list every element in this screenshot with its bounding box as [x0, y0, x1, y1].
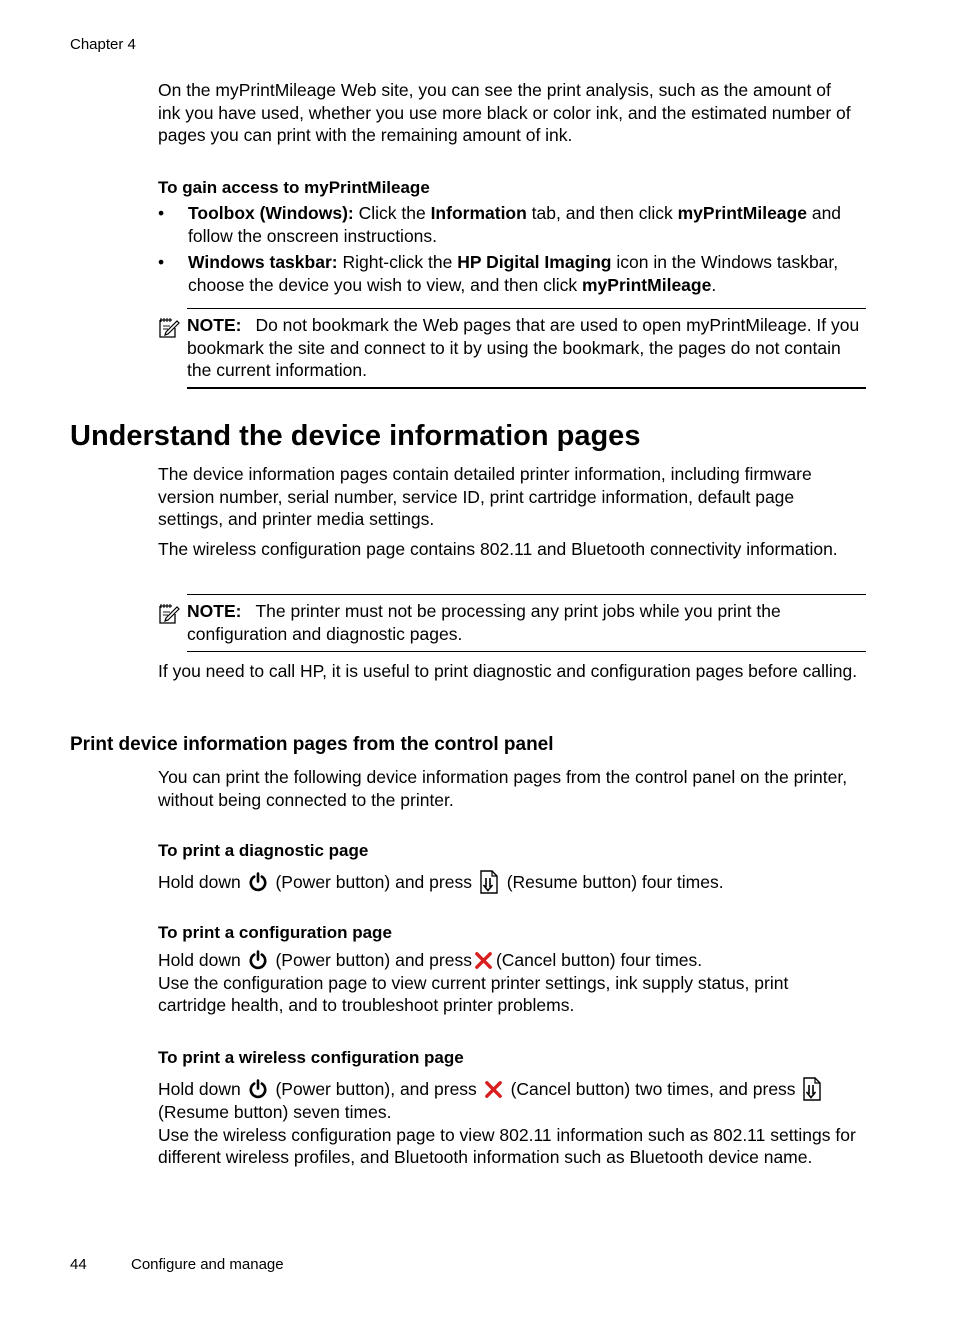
subsection-intro-paragraph: [158, 766, 858, 811]
call-hp-text: If you need to call HP, it is useful to print diagnostic and configuration pages before calling.: [158, 661, 858, 681]
instruction-text: (Power button) and press: [275, 950, 472, 970]
bullet-marker: •: [158, 252, 165, 272]
power-icon: [248, 872, 268, 892]
bullet-bold-hp-digital-imaging: HP Digital Imaging: [457, 252, 612, 272]
diagnostic-instructions: [158, 870, 858, 894]
bullet-text: Right-click the: [337, 252, 458, 272]
instruction-text: (Cancel button) two times, and press: [510, 1079, 796, 1099]
intro-paragraph: [158, 79, 858, 147]
power-icon: [248, 950, 268, 970]
note-body: [187, 314, 866, 382]
chapter-label: Chapter 4: [70, 36, 136, 53]
subsection-title: Print device information pages from the control panel: [70, 734, 554, 755]
wireless-description: Use the wireless configuration page to view 802.11 information such as 802.11 settings for different wireless profiles, and Bluetooth information such as Bluetooth device name.: [158, 1124, 856, 1167]
bullet-text: and follow the onscreen instructions.: [188, 203, 842, 246]
page-number: 44: [70, 1256, 87, 1273]
note-label: NOTE:: [187, 601, 242, 621]
resume-icon: [479, 870, 499, 894]
instruction-text: (Cancel button) four times.: [495, 950, 703, 970]
bullet-label-taskbar: Windows taskbar:: [188, 252, 338, 272]
note-icon: [158, 317, 180, 339]
bullet-taskbar: [158, 251, 863, 296]
cancel-icon: [474, 951, 493, 970]
bullet-marker: •: [158, 203, 165, 223]
section-text-2: The wireless configuration page contains 802.11 and Bluetooth connectivity information.: [158, 539, 838, 559]
call-hp-paragraph: [158, 660, 858, 683]
note-bottom-rule: [187, 651, 866, 652]
instruction-text: Hold down: [158, 1079, 241, 1099]
configuration-description: Use the configuration page to view current printer settings, ink supply status, print cartridge health, and to troubleshoot printer problems.: [158, 972, 789, 1015]
note-text: Do not bookmark the Web pages that are used to open myPrintMileage. If you bookmark the site and connect to it by using the bookmark, the pages do not contain the current information.: [187, 315, 860, 380]
instruction-text: (Power button) and press: [275, 872, 472, 892]
bullet-bold-myprintmileage: myPrintMileage: [677, 203, 807, 223]
wireless-heading: To print a wireless configuration page: [158, 1048, 464, 1067]
note-box-bookmark: [158, 308, 866, 390]
note-label: NOTE:: [187, 315, 242, 335]
diagnostic-heading: To print a diagnostic page: [158, 841, 369, 860]
bullet-text: tab, and then click: [526, 203, 678, 223]
instruction-text: Hold down: [158, 950, 241, 970]
section-text-1: The device information pages contain detailed printer information, including firmware version number, serial number, service ID, print cartridge information, default page settings, and printer media settings.: [158, 464, 812, 529]
access-bullet-list: [158, 202, 863, 300]
subsection-intro-text: You can print the following device information pages from the control panel on the printer, without being connected to the printer.: [158, 767, 848, 810]
cancel-icon: [484, 1080, 503, 1099]
bullet-bold-information: Information: [430, 203, 527, 223]
note-icon: [158, 603, 180, 625]
bullet-bold-myprintmileage: myPrintMileage: [581, 274, 712, 295]
note-bottom-rule: [187, 387, 866, 389]
resume-icon: [802, 1077, 822, 1101]
instruction-text: (Resume button) four times.: [506, 872, 724, 892]
configuration-heading: To print a configuration page: [158, 923, 392, 942]
section-title: Understand the device information pages: [70, 420, 641, 452]
section-paragraph-1: [158, 463, 858, 531]
instruction-text: Hold down: [158, 872, 241, 892]
instruction-text: (Power button), and press: [275, 1079, 477, 1099]
bullet-text: Click the: [353, 203, 431, 223]
wireless-instructions: [158, 1077, 858, 1169]
note-top-rule: [187, 594, 866, 595]
bullet-label-toolbox: Toolbox (Windows):: [188, 203, 354, 223]
note-box-print-jobs: [158, 594, 866, 654]
access-heading: To gain access to myPrintMileage: [158, 178, 430, 197]
bullet-text: icon in the Windows taskbar, choose the device you wish to view, and then click: [188, 252, 839, 295]
bullet-text: .: [711, 274, 717, 295]
note-body: [187, 600, 866, 645]
bullet-toolbox: [158, 202, 863, 247]
intro-text: On the myPrintMileage Web site, you can see the print analysis, such as the amount of ink you have used, whether you use more black or color ink, and the estimated number of pages you can print with the remaining amount of ink.: [158, 80, 851, 145]
power-icon: [248, 1079, 268, 1099]
section-paragraph-2: [158, 538, 858, 561]
configuration-instructions: [158, 949, 858, 1017]
instruction-text: (Resume button) seven times.: [158, 1102, 392, 1122]
footer-section-label: Configure and manage: [131, 1256, 284, 1273]
note-top-rule: [187, 308, 866, 309]
note-text: The printer must not be processing any print jobs while you print the configuration and diagnostic pages.: [187, 601, 781, 644]
